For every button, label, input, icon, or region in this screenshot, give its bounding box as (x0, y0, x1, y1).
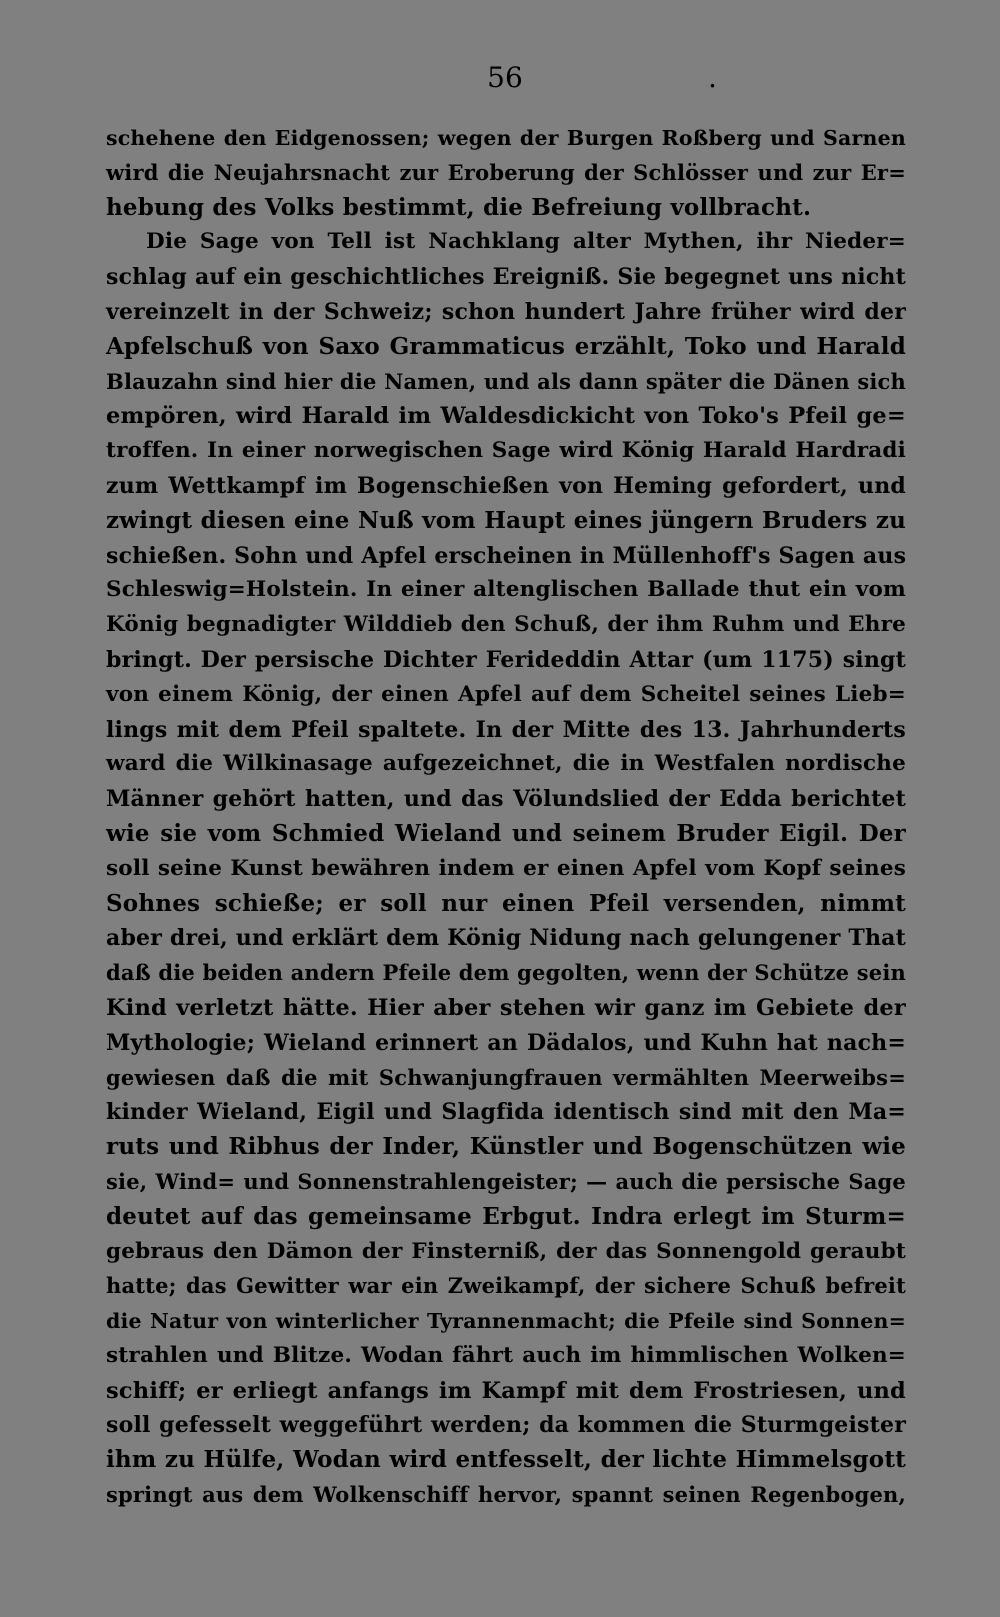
text-line: gebraus den Dämon der Finsterniß, der das Sonnengold geraubt (106, 1238, 906, 1264)
text-line: kinder Wieland, Eigil und Slagfida identisch sind mit den Ma= (106, 1099, 906, 1126)
text-line: zwingt diesen eine Nuß vom Haupt eines jüngern Bruders zu (106, 506, 906, 534)
text-line: aber drei, und erklärt dem König Nidung nach gelungener That (106, 925, 906, 952)
text-line: Mythologie; Wieland erinnert an Dädalos, und Kuhn hat nach= (106, 1029, 906, 1056)
text-line: sie, Wind= und Sonnenstrahlengeister; — auch die persische Sage (106, 1168, 906, 1194)
text-line: soll seine Kunst bewähren indem er einen Apfel vom Kopf seines (106, 855, 906, 881)
header-mark: . (708, 61, 717, 94)
text-line: ihm zu Hülfe, Wodan wird entfesselt, der lichte Himmelsgott (106, 1446, 906, 1474)
text-line: Blauzahn sind hier die Namen, und als dann später die Dänen sich (106, 368, 906, 394)
text-line: Männer gehört hatten, und das Völundslied der Edda berichtet (106, 786, 906, 813)
text-line: bringt. Der persische Dichter Ferideddin Attar (um 1175) singt (106, 646, 906, 673)
text-line: Apfelschuß von Saxo Grammaticus erzählt, Toko und Harald (106, 332, 906, 360)
text-line: Kind verletzt hätte. Hier aber stehen wir ganz im Gebiete der (106, 994, 906, 1021)
text-line: ruts und Ribhus der Inder, Künstler und Bogenschützen wie (106, 1133, 906, 1161)
text-line: schießen. Sohn und Apfel erscheinen in Müllenhoff's Sagen aus (106, 542, 907, 569)
text-line: zum Wettkampf im Bogenschießen von Heming gefordert, und (106, 472, 906, 499)
page-header (0, 58, 1000, 98)
text-line: wird die Neujahrsnacht zur Eroberung der Schlösser und zur Er= (106, 159, 906, 185)
text-line: ward die Wilkinasage aufgezeichnet, die in Westfalen nordische (106, 751, 906, 777)
text-line: springt aus dem Wolkenschiff hervor, spannt seinen Regenbogen, (106, 1482, 906, 1508)
text-line: troffen. In einer norwegischen Sage wird König Harald Hardradi (106, 438, 906, 464)
text-line: lings mit dem Pfeil spaltete. In der Mitte des 13. Jahrhunderts (106, 716, 906, 743)
text-line: vereinzelt in der Schweiz; schon hundert Jahre früher wird der (106, 298, 906, 325)
text-line: Sohnes schieße; er soll nur einen Pfeil versenden, nimmt (106, 889, 906, 917)
text-line: wie sie vom Schmied Wieland und seinem Bruder Eigil. Der (106, 819, 906, 847)
text-line: strahlen und Blitze. Wodan fährt auch im himmlischen Wolken= (106, 1342, 906, 1368)
text-line: empören, wird Harald im Waldesdickicht von Toko's Pfeil ge= (106, 403, 906, 430)
text-line: schlag auf ein geschichtliches Ereigniß. Sie begegnet uns nicht (106, 264, 906, 291)
text-line: schehene den Eidgenossen; wegen der Burgen Roßberg und Sarnen (106, 126, 906, 150)
page-number: 56 (487, 61, 523, 94)
text-line: Schleswig=Holstein. In einer altenglischen Ballade thut ein vom (106, 577, 906, 603)
text-line: König begnadigter Wilddieb den Schuß, der ihm Ruhm und Ehre (106, 612, 906, 638)
text-line: schiff; er erliegt anfangs im Kampf mit dem Frostriesen, und (106, 1377, 906, 1404)
text-line: daß die beiden andern Pfeile dem gegolten, wenn der Schütze sein (106, 960, 906, 986)
text-line: Die Sage von Tell ist Nachklang alter Mythen, ihr Nieder= (146, 229, 906, 255)
text-line: hebung des Volks bestimmt, die Befreiung vollbracht. (106, 193, 812, 221)
text-line: gewiesen daß die mit Schwanjungfrauen vermählten Meerweibs= (106, 1064, 906, 1090)
body-text (106, 121, 906, 1513)
text-line: soll gefesselt weggeführt werden; da kommen die Sturmgeister (106, 1412, 906, 1439)
text-line: von einem König, der einen Apfel auf dem Scheitel seines Lieb= (106, 681, 906, 707)
text-line: deutet auf das gemeinsame Erbgut. Indra erlegt im Sturm= (106, 1202, 906, 1230)
text-line: die Natur von winterlicher Tyrannenmacht; die Pfeile sind Sonnen= (106, 1309, 906, 1334)
text-line: hatte; das Gewitter war ein Zweikampf, der sichere Schuß befreit (106, 1273, 906, 1299)
